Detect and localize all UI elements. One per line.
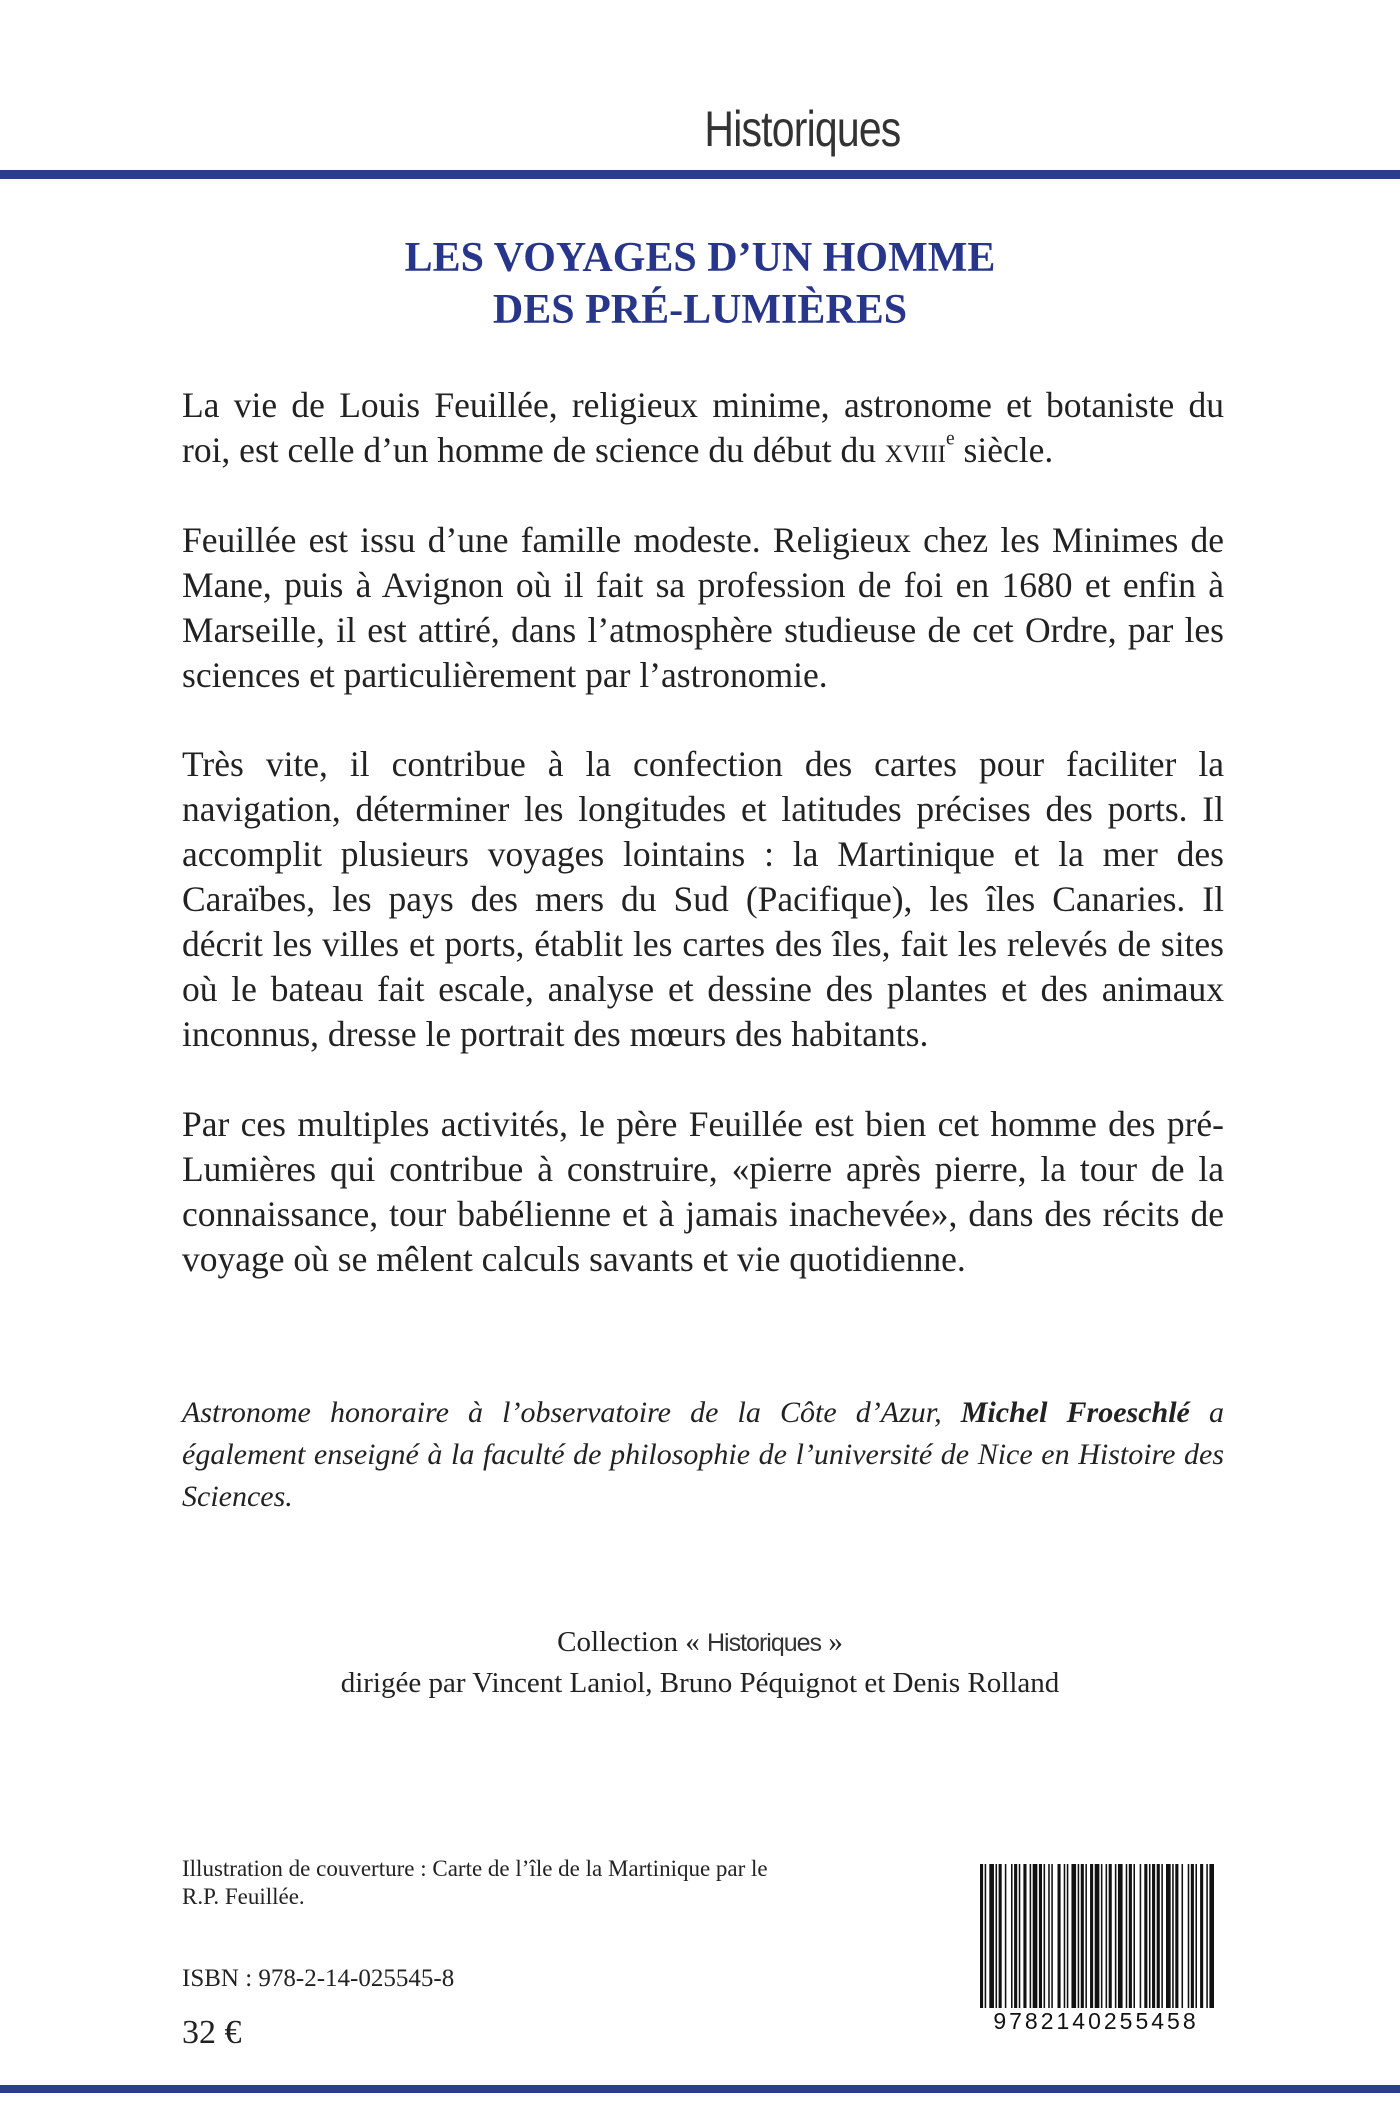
summary-paragraph-3 xyxy=(182,742,1224,1057)
barcode-bar xyxy=(1182,1864,1184,2014)
p1-text-a: La vie de Louis Feuillée, religieux minime, astronome et botaniste du roi, est celle d’un homme de science du début du xyxy=(182,385,1224,470)
barcode-bar xyxy=(1129,1864,1132,2014)
summary-paragraph-1 xyxy=(182,383,1224,473)
bottom-rule xyxy=(0,2085,1400,2093)
barcode-bar xyxy=(1044,1864,1046,2014)
barcode-bar xyxy=(1090,1864,1093,2014)
isbn: ISBN : 978-2-14-025545-8 xyxy=(182,1965,455,1992)
barcode-bar xyxy=(1144,1864,1147,2014)
collection-directors: dirigée par Vincent Laniol, Bruno Péquignot et Denis Rolland xyxy=(340,1667,1060,1699)
barcode-bar xyxy=(1011,1864,1013,2014)
collection-suffix: » xyxy=(821,1626,843,1658)
collection-line xyxy=(0,1622,1400,1663)
p4-text: Par ces multiples activités, le père Feuillée est bien cet homme des pré-Lumières qui contribue à construire, «pierre après pierre, la tour de la connaissance, tour babélienne et à jamais inachevée», dans des récits de voyage où se mêlent calculs savants et vie quotidienne. xyxy=(182,1104,1224,1279)
barcode-bar xyxy=(1126,1864,1128,2014)
century-numeral: xviii xyxy=(884,430,946,470)
barcode-bar xyxy=(1109,1864,1112,2014)
barcode-bar xyxy=(1195,1864,1197,2014)
barcode-bar xyxy=(1067,1864,1069,2014)
barcode-bar xyxy=(1152,1864,1155,2014)
barcode-bar xyxy=(1157,1864,1160,2014)
collection-info xyxy=(0,1622,1400,1703)
series-logo: Historiques xyxy=(704,101,901,157)
barcode-bar xyxy=(1071,1864,1076,2014)
barcode-bar xyxy=(1005,1864,1007,2014)
barcode-bar xyxy=(1106,1864,1108,2014)
summary-paragraph-4 xyxy=(182,1102,1224,1282)
barcode-bar xyxy=(1023,1864,1026,2014)
barcode-bar xyxy=(1191,1864,1194,2014)
title-line-1: LES VOYAGES D’UN HOMME xyxy=(404,235,996,281)
summary-paragraph-2 xyxy=(182,518,1224,698)
author-name: Michel Froeschlé xyxy=(960,1396,1190,1429)
barcode-bar xyxy=(1085,1864,1087,2014)
barcode-bar xyxy=(1019,1864,1021,2014)
p3-text: Très vite, il contribue à la confection des cartes pour faciliter la navigation, déterminer les longitudes et latitudes précises des ports. Il accomplit plusieurs voyages lointains : la Martinique et la mer des Caraïbes, les pays des mers du Sud (Pacifique), les îles Canaries. Il décrit les villes et ports, établit les cartes des îles, fait les relevés de sites où le bateau fait escale, analyse et dessine des plantes et des animaux inconnus, dresse le portrait des mœurs des habitants. xyxy=(182,744,1224,1054)
barcode-bar xyxy=(1118,1864,1123,2014)
barcode-bar xyxy=(980,1864,983,2014)
barcode-bar xyxy=(1161,1864,1163,2014)
bio-text-a: Astronome honoraire à l’observatoire de la Côte d’Azur, xyxy=(182,1396,961,1429)
barcode-bar xyxy=(1172,1864,1174,2014)
barcode-bar xyxy=(1188,1864,1190,2014)
barcode-bar xyxy=(1051,1864,1053,2014)
barcode-bar xyxy=(999,1864,1002,2014)
barcode-bar xyxy=(1078,1864,1080,2014)
title-line-2: DES PRÉ-LUMIÈRES xyxy=(492,287,908,333)
barcode-bar xyxy=(1209,1864,1214,2014)
barcode-bar xyxy=(1140,1864,1142,2014)
barcode-bar xyxy=(1133,1864,1135,2014)
barcode-bar xyxy=(1081,1864,1084,2014)
author-bio xyxy=(182,1392,1224,1518)
barcode-bar xyxy=(1048,1864,1050,2014)
cover-illustration-credit: Illustration de couverture : Carte de l’île de la Martinique par le R.P. Feuillée. xyxy=(182,1856,768,1909)
barcode-bar xyxy=(1175,1864,1178,2014)
barcode-bar xyxy=(1101,1864,1103,2014)
barcode-bar xyxy=(1064,1864,1066,2014)
barcode-bar xyxy=(985,1864,987,2014)
p2-text: Feuillée est issu d’une famille modeste. Religieux chez les Minimes de Mane, puis à Avignon où il fait sa profession de foi en 1680 et enfin à Marseille, il est attiré, dans l’atmosphère studieuse de cet Ordre, par les sciences et particulièrement par l’astronomie. xyxy=(182,520,1224,695)
barcode-bar xyxy=(989,1864,994,2014)
barcode-bar xyxy=(996,1864,998,2014)
bio-text-b: a également enseigné à la faculté de philosophie de l’université de Nice en Histoire des Sciences. xyxy=(182,1396,1224,1513)
barcode-bar xyxy=(1033,1864,1038,2014)
barcode-bar xyxy=(1200,1864,1203,2014)
barcode-digits: 9782140255458 xyxy=(978,2008,1214,2035)
barcode-bar xyxy=(1014,1864,1017,2014)
barcode-bar xyxy=(1095,1864,1100,2014)
barcode-bar xyxy=(1039,1864,1042,2014)
barcode-bar xyxy=(1149,1864,1151,2014)
barcode xyxy=(978,1864,1214,2032)
barcode-bar xyxy=(1166,1864,1171,2014)
barcode-bar xyxy=(1115,1864,1117,2014)
century-superscript: e xyxy=(945,428,955,450)
barcode-bar xyxy=(1206,1864,1208,2014)
collection-name: Historiques xyxy=(707,1629,822,1657)
p1-text-b: siècle. xyxy=(954,430,1054,470)
collection-prefix: Collection « xyxy=(557,1626,707,1658)
price: 32 € xyxy=(182,2014,242,2051)
top-rule xyxy=(0,170,1400,179)
book-title xyxy=(0,232,1400,336)
barcode-bar xyxy=(1058,1864,1061,2014)
barcode-bar xyxy=(1030,1864,1032,2014)
barcode-bars xyxy=(978,1864,1214,2014)
